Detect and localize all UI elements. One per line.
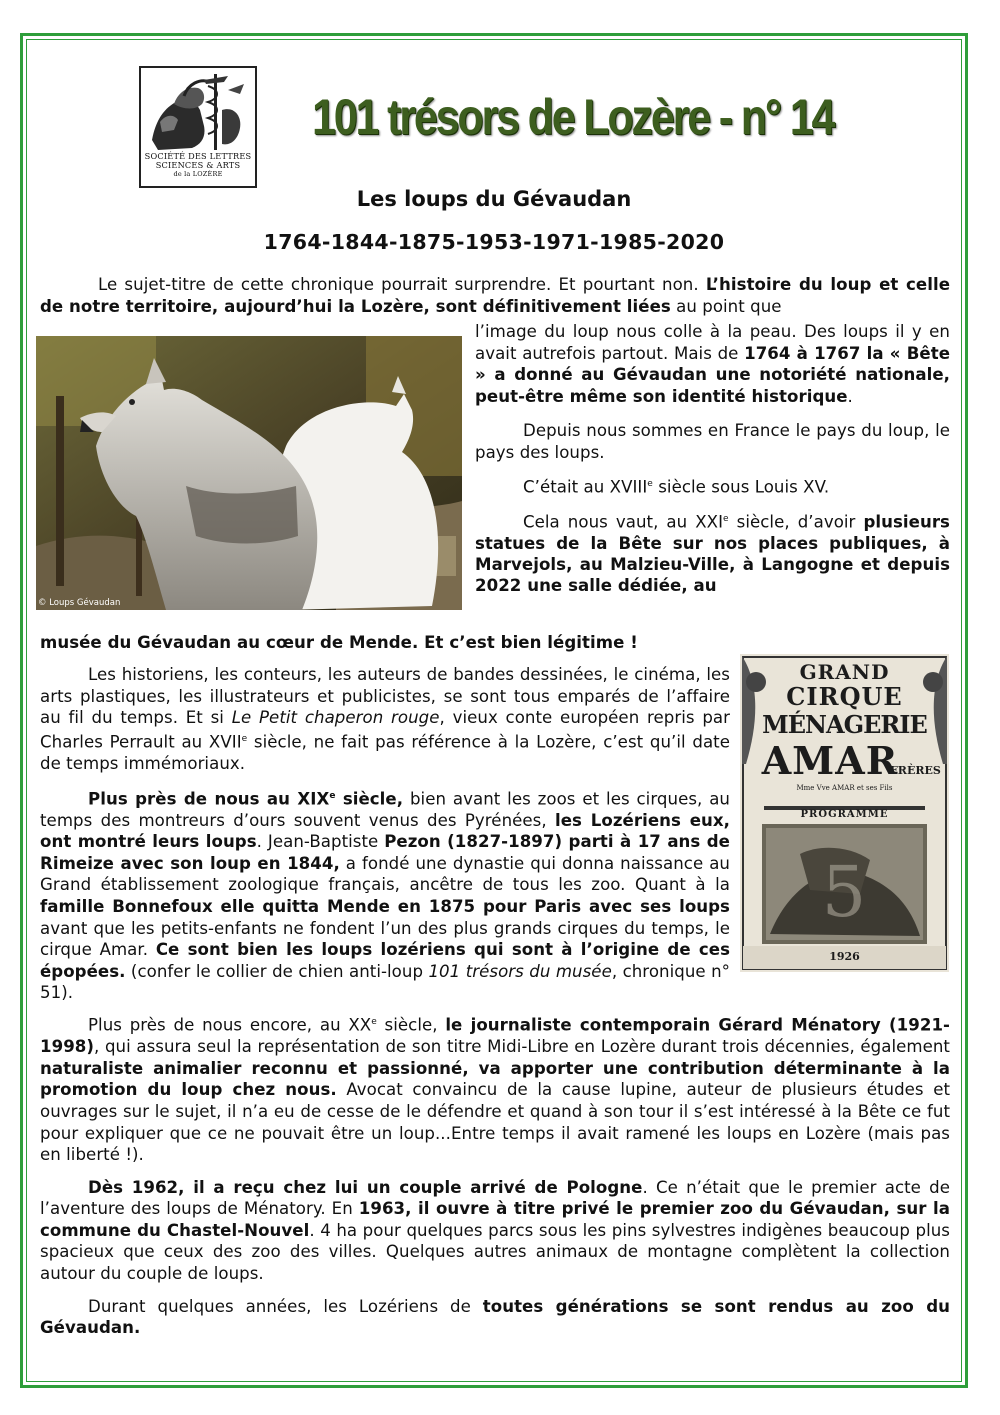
- society-logo: [139, 66, 257, 188]
- poster-cirque: CIRQUE: [786, 682, 903, 711]
- caduceus-figure-icon: [144, 70, 252, 152]
- paragraph-intro: [40, 274, 950, 317]
- article-dates: 1764-1844-1875-1953-1971-1985-2020: [263, 230, 725, 254]
- intro-tail: au point que: [670, 296, 782, 316]
- p1-bold: 1764 à 1767 la « Bête » a donné au Gévaudan une notoriété nationale, peut-être même son identité historique: [475, 343, 950, 406]
- paragraph-xix: Plus près de nous au XIXe siècle, bien avant les zoos et les cirques, au temps des montreurs d’ours souvent venus des Pyrénées, les Lozériens eux, ont montré leurs loups. Jean-Baptiste Pezon (1827-1897) parti à 17 ans de Rimeize avec son loup en 1844, a fondé une dynastie qui donna naissance au Grand établissement zoologique français, ancêtre de tous les zoo. Quant à la famille Bonnefoux elle quitta Mende en 1875 pour Paris avec ses loups avant que les petits-enfants ne fondent l’un des plus grands cirques du temps, le cirque Amar. Ce sont bien les loups lozériens qui sont à l’origine de ces épopées. (confer le collier de chien anti-loup 101 trésors du musée, chronique n° 51).: [40, 789, 731, 1003]
- bottom-text: [40, 1012, 950, 1339]
- poster-owner: Mme Vve AMAR et ses Fils: [796, 784, 893, 792]
- paragraph-statues: Cela nous vaut, au XXIe siècle, d’avoir plusieurs statues de la Bête sur nos places publiques, à Marvejols, au Malzieu-Ville, à Langogne et depuis 2022 une salle dédiée, au: [475, 512, 950, 595]
- article-title: Les loups du Gévaudan: [356, 187, 632, 211]
- musee-line: musée du Gévaudan au cœur de Mende. Et c’est bien légitime !: [40, 633, 638, 652]
- paragraph-musee: [40, 632, 950, 654]
- cirque-amar-poster: [740, 654, 949, 972]
- logo-line-3: de la LOZÈRE: [173, 170, 223, 178]
- poster-grand: GRAND: [799, 660, 890, 684]
- p1-continued: l’image du loup nous colle à la peau. Des loups il y en avait autrefois partout. Mais de: [475, 322, 950, 363]
- p1-end: .: [847, 386, 853, 406]
- wolves-photo: [36, 336, 462, 610]
- logo-line-2: SCIENCES & ARTS: [155, 160, 241, 170]
- poster-year: 1926: [829, 950, 860, 963]
- intro-text: Le sujet-titre de cette chronique pourrait surprendre. Et pourtant non.: [98, 275, 706, 294]
- paragraph-pays-du-loup: Depuis nous sommes en France le pays du loup, le pays des loups.: [475, 421, 950, 462]
- svg-text:5: 5: [821, 851, 867, 933]
- poster-menagerie: MÉNAGERIE: [762, 710, 927, 739]
- howling-wolves-image: [36, 336, 462, 610]
- poster-freres: FRÈRES: [890, 764, 941, 777]
- paragraph-xviii: C’était au XVIIIe siècle sous Louis XV.: [523, 477, 830, 497]
- paragraph-historiens: Les historiens, les conteurs, les auteurs de bandes dessinées, le cinéma, les arts plastiques, les illustrateurs et publicistes, se sont tous emparés de l’affaire au fil du temps. Et si Le Petit chaperon rouge, vieux conte européen repris par Charles Perrault au XVIIe siècle, ne fait pas référence à la Lozère, c’est qu’il date de temps immémoriaux.: [40, 665, 731, 773]
- photo-credit: © Loups Gévaudan: [38, 598, 121, 608]
- series-title: 101 trésors de Lozère - n° 14: [312, 89, 834, 145]
- intro-bold: L’histoire du loup et celle de notre territoire, aujourd’hui la Lozère, sont définitivement liées: [40, 275, 950, 316]
- poster-amar: AMAR: [761, 738, 899, 783]
- logo-caption: [141, 152, 255, 179]
- paragraph-generations: Durant quelques années, les Lozériens de toutes générations se sont rendus au zoo du Gévaudan.: [40, 1296, 950, 1338]
- left-column-text: [40, 664, 730, 1004]
- right-column-text: [475, 319, 950, 614]
- paragraph-menatory: Plus près de nous encore, au XXe siècle, le journaliste contemporain Gérard Ménatory (1921-1998), qui assura seul la représentation de son titre Midi-Libre en Lozère durant trois décennies, également naturaliste animalier reconnu et passionné, va apporter une contribution déterminante à la promotion du loup chez nous. Avocat convaincu de la cause lupine, auteur de plusieurs études et ouvrages sur le sujet, il n’a eu de cesse de le défendre et quand à son tour il s’est intéressé à la Bête ce fut pour expliquer que ce ne pouvait être un loup...Entre temps il avait ramené les loups en Lozère (mais pas en liberté !).: [40, 1015, 951, 1165]
- poster-programme: PROGRAMME: [800, 809, 889, 820]
- paragraph-pologne: Dès 1962, il a reçu chez lui un couple arrivé de Pologne. Ce n’était que le premier acte de l’aventure des loups de Ménatory. En 1963, il ouvre à titre privé le premier zoo du Gévaudan, sur la commune du Chastel-Nouvel. 4 ha pour quelques parcs sous les pins sylvestres indigènes beaucoup plus spacieux que ceux des zoo des villes. Quelques autres animaux de montagne complètent la collection autour du couple de loups.: [40, 1177, 950, 1284]
- logo-line-1: SOCIÉTÉ DES LETTRES: [144, 151, 252, 161]
